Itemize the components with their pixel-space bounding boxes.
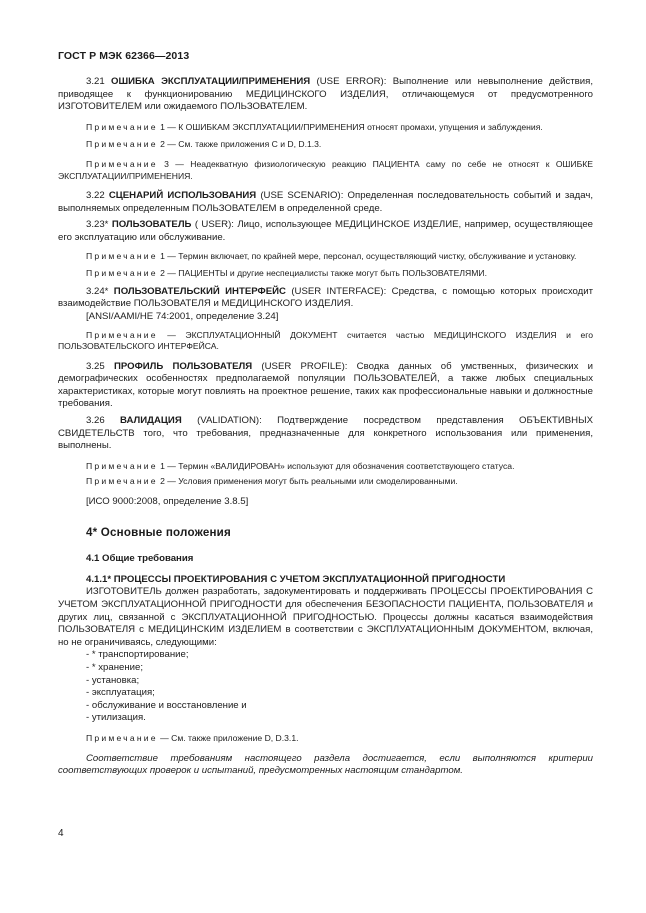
- clause-number: 3.24*: [86, 285, 114, 297]
- reference-3-26: [ИСО 9000:2008, определение 3.8.5]: [86, 496, 249, 508]
- section-paragraph: ИЗГОТОВИТЕЛЬ должен разработать, задокументировать и поддерживать ПРОЦЕССЫ ПРОЕКТИРОВАНИЯ С УЧЕТОМ ЭКСПЛУАТАЦИОННОЙ ПРИГОДНОСТИ для обеспечения БЕЗОПАСНОСТИ ПАЦИЕНТА, ПОЛЬЗОВАТЕЛЯ и других лиц, связанной с ЭКСПЛУАТАЦИОННОЙ ПРИГОДНОСТЬЮ. Процессы должны касаться взаимодействия ПОЛЬЗОВАТЕЛЯ с МЕДИЦИНСКИМ ИЗДЕЛИЕМ в соответствии с ЭКСПЛУАТАЦИОННЫМ ДОКУМЕНТОМ, включая, но не ограничиваясь, следующими:: [58, 586, 593, 648]
- section-heading: 4* Основные положения: [86, 525, 231, 539]
- note-label: Примечание: [86, 329, 158, 340]
- note-3-23-1: [58, 251, 593, 263]
- list-item: - установка;: [86, 674, 140, 686]
- term: ПРОФИЛЬ ПОЛЬЗОВАТЕЛЯ: [113, 360, 253, 372]
- clause-number: 3.26: [86, 415, 121, 427]
- note-4-1-1: [58, 733, 593, 745]
- note-label: Примечание: [86, 121, 158, 132]
- definition-3-21: [58, 76, 593, 114]
- definition-text: (USER INTERFACE): Средства, с помощью которых происходит взаимодействие ПОЛЬЗОВАТЕЛЯ и МЕДИЦИНСКОГО ИЗДЕЛИЯ.: [58, 285, 593, 310]
- clause-number: 3.25: [86, 360, 114, 372]
- subsection-heading: 4.1 Общие требования: [86, 553, 194, 565]
- note-3-26-2: [58, 476, 593, 488]
- note-label: Примечание: [86, 158, 158, 169]
- note-text: 1 — Термин «ВАЛИДИРОВАН» используют для обозначения соответствующего статуса.: [157, 460, 515, 471]
- note-text: 2 — ПАЦИЕНТЫ и другие неспециалисты также могут быть ПОЛЬЗОВАТЕЛЯМИ.: [157, 268, 487, 279]
- page-number: 4: [58, 828, 64, 839]
- document-body: [58, 76, 593, 778]
- note-text: 2 — Условия применения могут быть реальными или смоделированными.: [157, 476, 458, 487]
- note-text: 2 — См. также приложения C и D, D.1.3.: [157, 139, 322, 150]
- term: ОШИБКА ЭКСПЛУАТАЦИИ/ПРИМЕНЕНИЯ: [111, 76, 311, 87]
- definition-text: (USE SCENARIO): Определенная последовательность событий и задач, выполняемых определенным ПОЛЬЗОВАТЕЛЕМ в определенной среде.: [58, 190, 594, 214]
- lifecycle-list: [86, 649, 593, 725]
- term: СЦЕНАРИЙ ИСПОЛЬЗОВАНИЯ: [108, 190, 257, 202]
- clause-number: 3.22: [86, 190, 109, 202]
- note-3-21-1: [58, 122, 593, 134]
- note-text: 1 — К ОШИБКАМ ЭКСПЛУАТАЦИИ/ПРИМЕНЕНИЯ относят промахи, упущения и заблуждения.: [157, 121, 543, 132]
- list-item: - * транспортирование;: [86, 649, 189, 661]
- definition-3-25: [58, 361, 593, 411]
- list-item: - эксплуатация;: [86, 687, 155, 699]
- list-item: - обслуживание и восстановление и: [86, 699, 247, 711]
- subsubsection-heading: 4.1.1* ПРОЦЕССЫ ПРОЕКТИРОВАНИЯ С УЧЕТОМ ЭКСПЛУАТАЦИОННОЙ ПРИГОДНОСТИ: [86, 573, 506, 585]
- clause-number: 3.23*: [86, 219, 112, 231]
- definition-text: (VALIDATION): Подтверждение посредством представления ОБЪЕКТИВНЫХ СВИДЕТЕЛЬСТВ того, что требования, предназначенные для конкретного использования или применения, выполнены.: [58, 415, 593, 452]
- term: ПОЛЬЗОВАТЕЛЬ: [111, 219, 192, 231]
- note-text: — ЭКСПЛУАТАЦИОННЫЙ ДОКУМЕНТ считается частью МЕДИЦИНСКОГО ИЗДЕЛИЯ и его ПОЛЬЗОВАТЕЛЬСКОГО ИНТЕРФЕЙСА.: [58, 329, 593, 352]
- note-text: 1 — Термин включает, по крайней мере, персонал, осуществляющий чистку, обслуживание и установку.: [157, 250, 577, 261]
- document-header: ГОСТ Р МЭК 62366—2013: [58, 50, 190, 62]
- note-label: Примечание: [86, 732, 158, 743]
- definition-text: (USE ERROR): Выполнение или невыполнение действия, приводящее к функционированию МЕДИЦИНСКОГО ИЗДЕЛИЯ, отличающемуся от предусмотренного ИЗГОТОВИТЕЛЕМ или ожидаемого ПОЛЬЗОВАТЕЛЕМ.: [58, 76, 593, 113]
- note-label: Примечание: [86, 476, 158, 487]
- clause-number: 3.21: [86, 76, 112, 87]
- definition-3-23: [58, 219, 593, 244]
- note-label: Примечание: [86, 460, 158, 471]
- note-label: Примечание: [86, 268, 158, 279]
- note-3-21-3: [58, 159, 593, 182]
- note-3-21-2: [58, 139, 593, 151]
- definition-3-22: [58, 190, 593, 215]
- definition-text: (USER PROFILE): Сводка данных об умственных, физических и демографических особенностях предполагаемой популяции ПОЛЬЗОВАТЕЛЕЙ, а также любых специальных характеристиках, которые могут повлиять на проектное решение, таких как профессиональные навыки и должностные требования.: [58, 360, 593, 410]
- note-text: 3 — Неадекватную физиологическую реакцию ПАЦИЕНТА саму по себе не относят к ОШИБКЕ ЭКСПЛУАТАЦИИ/ПРИМЕНЕНИЯ.: [58, 158, 593, 181]
- compliance-statement: Соответствие требованиям настоящего раздела достигается, если выполняются критерии соответствующих проверок и испытаний, предусмотренных настоящим стандартом.: [58, 752, 593, 777]
- note-label: Примечание: [86, 139, 158, 150]
- reference-3-24: [ANSI/AAMI/HE 74:2001, определение 3.24]: [86, 310, 279, 322]
- term: ВАЛИДАЦИЯ: [120, 415, 182, 427]
- note-3-26-1: [58, 461, 593, 473]
- definition-text: ( USER): Лицо, использующее МЕДИЦИНСКОЕ ИЗДЕЛИЕ, например, осуществляющее его эксплуатацию или обслуживание.: [58, 219, 593, 243]
- note-3-24: [58, 330, 593, 353]
- definition-3-26: [58, 415, 593, 453]
- note-label: Примечание: [86, 250, 158, 261]
- term: ПОЛЬЗОВАТЕЛЬСКИЙ ИНТЕРФЕЙС: [113, 285, 286, 297]
- definition-3-24: [58, 286, 593, 311]
- note-text: — См. также приложение D, D.3.1.: [157, 732, 299, 743]
- list-item: - утилизация.: [86, 712, 146, 724]
- note-3-23-2: [58, 268, 593, 280]
- list-item: - * хранение;: [86, 661, 144, 673]
